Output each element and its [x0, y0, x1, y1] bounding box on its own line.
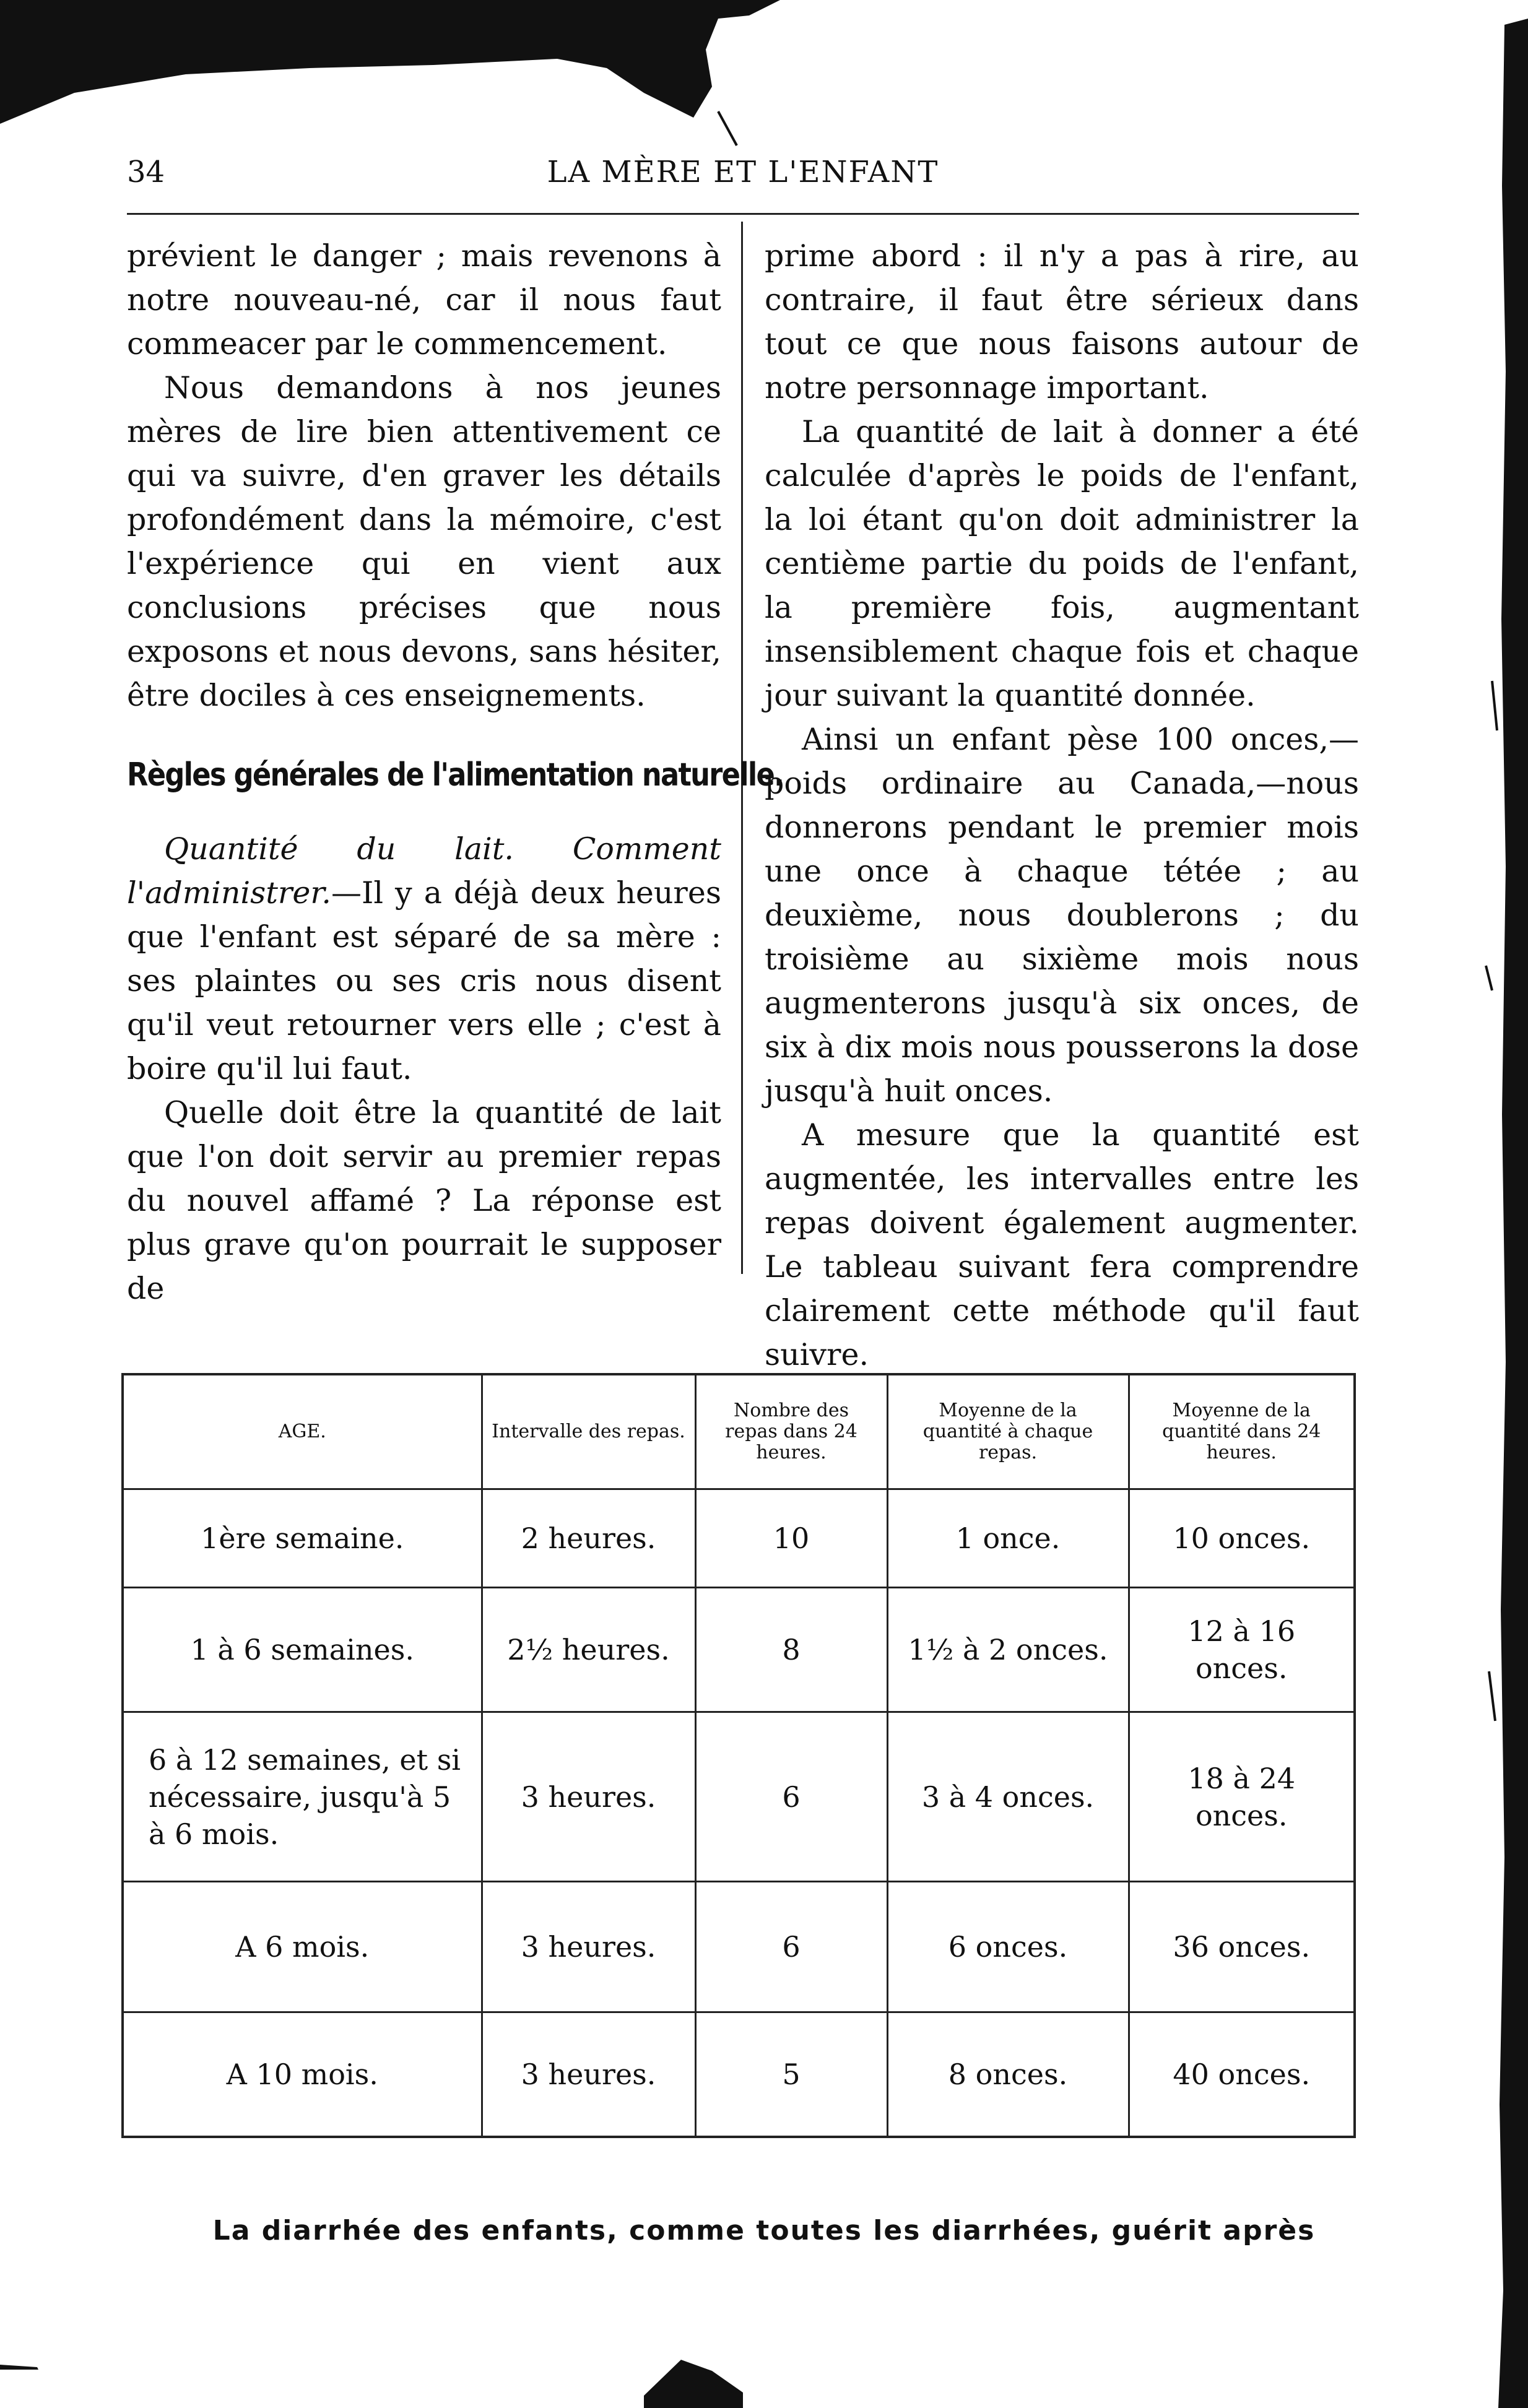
paragraph: Ainsi un enfant pèse 100 onces,—poids ordinaire au Canada,—nous donnerons pendant le premier mois une once à chaque tétée ; au deuxième, nous doublerons ; du troisième au sixième mois nous augmenterons jusqu'à six onces, de six à dix mois nous pousserons la dose jusqu'à huit onces.: [765, 722, 1359, 1109]
scan-blotch: [0, 0, 805, 149]
table-cell: 8 onces.: [887, 2012, 1129, 2137]
header-rule: [127, 213, 1359, 215]
table-cell: 6 onces.: [887, 1881, 1129, 2012]
paragraph: prime abord : il n'y a pas à rire, au contraire, il faut être sérieux dans tout ce que nous faisons autour de notre personnage important.: [765, 238, 1359, 405]
table-header-cell: Moyenne de la quantité à chaque repas.: [887, 1374, 1129, 1489]
scan-blotch: [0, 2328, 805, 2408]
left-column: [127, 234, 784, 1310]
table-row: [123, 1588, 1355, 1712]
table-cell: 40 onces.: [1129, 2012, 1355, 2137]
table-cell: A 6 mois.: [123, 1881, 482, 2012]
table-row: [123, 1881, 1355, 2012]
table-header-cell: Moyenne de la quantité dans 24 heures.: [1129, 1374, 1355, 1489]
table-cell: 1½ à 2 onces.: [887, 1588, 1129, 1712]
table-header-cell: Nombre des repas dans 24 heures.: [695, 1374, 887, 1489]
table-cell: 1 once.: [887, 1489, 1129, 1588]
paragraph: Quelle doit être la quantité de lait que l'on doit servir au premier repas du nouvel affamé ? La réponse est plus grave qu'on pourrait le supposer de: [127, 1095, 721, 1306]
table-row: [123, 1489, 1355, 1588]
section-heading: Règles générales de l'alimentation naturelle.: [127, 756, 784, 794]
feeding-table: [121, 1373, 1356, 2138]
paragraph: Nous demandons à nos jeunes mères de lire bien attentivement ce qui va suivre, d'en graver les détails profondément dans la mémoire, c'est l'expérience qui en vient aux conclusions précises que nous exposons et nous devons, sans hésiter, être dociles à ces enseignements.: [127, 370, 721, 713]
table-cell: 6: [695, 1712, 887, 1882]
footer-text: La diarrhée des enfants, comme toutes les diarrhées, guérit après: [212, 2215, 1316, 2246]
right-column: [765, 234, 1359, 1377]
table-cell: 3 heures.: [482, 1881, 695, 2012]
table-row: [123, 1712, 1355, 1882]
table-cell: 1 à 6 semaines.: [123, 1588, 482, 1712]
column-divider: [741, 222, 743, 1274]
paragraph-text: —Il y a déjà deux heures que l'enfant est séparé de sa mère : ses plaintes ou ses cris nous disent qu'il veut retourner vers elle ; c'est à boire qu'il lui faut.: [127, 875, 721, 1086]
table-header-cell: Intervalle des repas.: [482, 1374, 695, 1489]
table-cell: 12 à 16 onces.: [1129, 1588, 1355, 1712]
table-cell: 10 onces.: [1129, 1489, 1355, 1588]
paragraph: La quantité de lait à donner a été calculée d'après le poids de l'enfant, la loi étant qu'on doit administrer la centième partie du poids de l'enfant, la première fois, augmentant insensiblement chaque fois et chaque jour suivant la quantité donnée.: [765, 414, 1359, 713]
table-cell: 10: [695, 1489, 887, 1588]
table-cell: A 10 mois.: [123, 2012, 482, 2137]
table-cell: 3 heures.: [482, 2012, 695, 2137]
page-header: [127, 155, 1359, 204]
paragraph: prévient le danger ; mais revenons à notre nouveau-né, car il nous faut commeacer par le commencement.: [127, 238, 721, 362]
paragraph: [127, 827, 721, 1091]
page-edge: [1467, 0, 1528, 2408]
table-cell: 6: [695, 1881, 887, 2012]
table-cell: 36 onces.: [1129, 1881, 1355, 2012]
table-cell: 8: [695, 1588, 887, 1712]
table-cell: 5: [695, 2012, 887, 2137]
table-row: [123, 2012, 1355, 2137]
table-cell: 2½ heures.: [482, 1588, 695, 1712]
italic-lead: Quantité du lait. Comment l'administrer.: [127, 831, 721, 911]
page-number: 34: [127, 155, 165, 189]
table-cell: 18 à 24 onces.: [1129, 1712, 1355, 1882]
table-cell: 3 heures.: [482, 1712, 695, 1882]
table-cell: 2 heures.: [482, 1489, 695, 1588]
table-header-cell: AGE.: [123, 1374, 482, 1489]
table-header-row: [123, 1374, 1355, 1489]
paragraph: A mesure que la quantité est augmentée, les intervalles entre les repas doivent également augmenter. Le tableau suivant fera comprendre clairement cette méthode qu'il faut suivre.: [765, 1117, 1359, 1372]
running-title: LA MÈRE ET L'ENFANT: [547, 155, 939, 189]
table-cell: 1ère semaine.: [123, 1489, 482, 1588]
table-cell: 6 à 12 semaines, et si nécessaire, jusqu'à 5 à 6 mois.: [123, 1712, 482, 1882]
table-cell: 3 à 4 onces.: [887, 1712, 1129, 1882]
